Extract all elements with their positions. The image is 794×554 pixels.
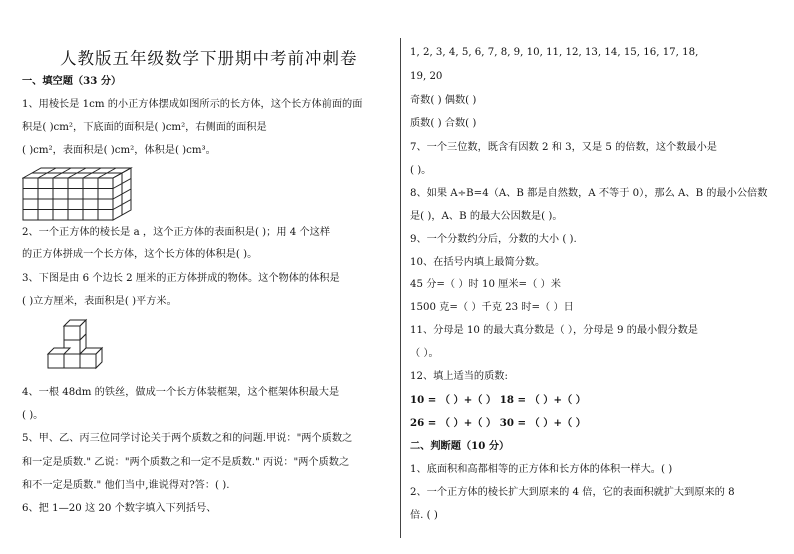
q11-line-2: （ ）。 [410,348,439,359]
q11-line-1: 11、分母是 10 的最大真分数是（ ），分母是 9 的最小假分数是 [410,325,698,336]
q5-line-2: 和一定是质数." 乙说："两个质数之和一定不是质数." 丙说："两个质数之 [22,457,350,468]
q3-line-2: ( )立方厘米，表面积是( )平方米。 [22,296,177,307]
q3-line-1: 3、下图是由 6 个边长 2 厘米的正方体拼成的物体。这个物体的体积是 [22,273,340,284]
q5-line-1: 5、甲、乙、丙三位同学讨论关于两个质数之和的问题.甲说："两个质数之 [22,433,353,444]
q1-line-1: 1、用棱长是 1cm 的小正方体摆成如图所示的长方体，这个长方体前面的面 [22,99,363,110]
q10-conversions-1: 45 分=（ ）时 10 厘米=（ ）米 [410,279,561,290]
q8-line-1: 8、如果 A÷B=4（A、B 都是自然数，A 不等于 0），那么 A、B 的最小公倍数 [410,188,768,199]
number-list-line-1: 1, 2, 3, 4, 5, 6, 7, 8, 9, 10, 11, 12, 13, 14, 15, 16, 17, 18, [410,47,699,58]
q1-line-3: ( )cm²，表面积是( )cm²，体积是( )cm³。 [22,145,216,156]
tf-q2-line-2: 倍. ( ) [410,510,438,521]
q4-line-2: ( )。 [22,410,44,421]
q4-line-1: 4、一根 48dm 的铁丝，做成一个长方体装框架，这个框架体积最大是 [22,387,340,398]
q6-line-1: 6、把 1—20 这 20 个数字填入下列括号、 [22,503,217,514]
tf-q1-line: 1、底面积和高都相等的正方体和长方体的体积一样大。( ) [410,464,673,475]
stacked-cubes-figure [44,316,108,372]
number-list-line-2: 19, 20 [410,71,443,82]
q5-line-3: 和不一定是质数." 他们当中,谁说得对?答：( ). [22,480,230,491]
page-title: 人教版五年级数学下册期中考前冲刺卷 [60,49,358,68]
q2-line-1: 2、一个正方体的棱长是 a ，这个正方体的表面积是( )；用 4 个这样 [22,227,331,238]
q12-sums-2: 26 = （ ）+（ ） 30 = （ ）+（ ） [410,417,586,429]
q2-line-2: 的正方体拼成一个长方体，这个长方体的体积是( )。 [22,249,258,260]
odd-even-line: 奇数( ) 偶数( ) [410,95,477,106]
q7-line-2: ( )。 [410,165,432,176]
prime-composite-line: 质数( ) 合数( ) [410,118,477,129]
column-divider [400,38,401,538]
q10-conversions-2: 1500 克=（ ）千克 23 时=（ ）日 [410,302,574,313]
section-heading-fill-blank: 一、填空题（33 分） [22,75,122,87]
q12-sums-1: 10 = （ ）+（ ） 18 = （ ）+（ ） [410,394,586,406]
section-heading-true-false: 二、判断题（10 分） [410,440,510,452]
q7-line-1: 7、一个三位数，既含有因数 2 和 3，又是 5 的倍数，这个数最小是 [410,142,717,153]
cuboid-grid-figure [22,166,134,222]
q8-line-2: 是( )，A、B 的最大公因数是( )。 [410,211,563,222]
q12-line: 12、填上适当的质数: [410,371,508,382]
q9-line: 9、一个分数约分后，分数的大小 ( ). [410,234,577,245]
q10-line: 10、在括号内填上最简分数。 [410,257,546,268]
tf-q2-line-1: 2、一个正方体的棱长扩大到原来的 4 倍，它的表面积就扩大到原来的 8 [410,487,735,498]
q1-line-2: 积是( )cm²，下底面的面积是( )cm²，右侧面的面积是 [22,122,267,133]
